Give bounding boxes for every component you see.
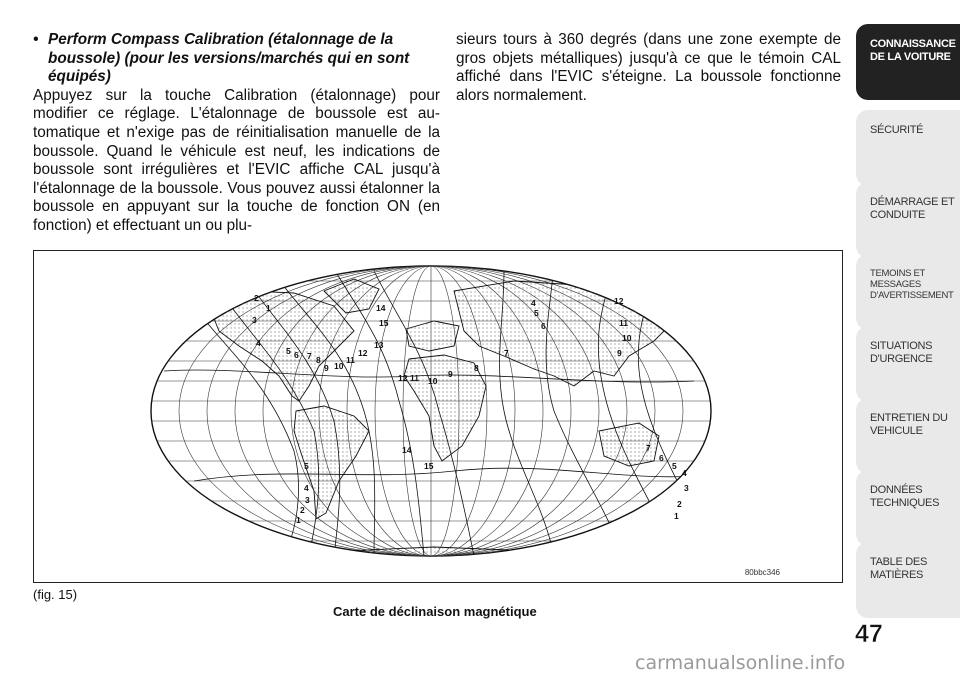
svg-text:7: 7 — [307, 351, 312, 361]
svg-text:15: 15 — [424, 461, 434, 471]
svg-text:11: 11 — [410, 373, 419, 383]
svg-text:3: 3 — [252, 315, 257, 325]
svg-text:9: 9 — [324, 363, 329, 373]
bullet-icon: • — [33, 31, 39, 48]
left-column — [33, 31, 440, 236]
svg-text:4: 4 — [256, 338, 261, 348]
svg-text:1: 1 — [266, 303, 271, 313]
watermark: carmanualsonline.info — [635, 652, 846, 674]
svg-text:14: 14 — [402, 445, 412, 455]
svg-text:3: 3 — [684, 483, 689, 493]
svg-text:6: 6 — [659, 453, 664, 463]
svg-text:2: 2 — [300, 505, 305, 515]
svg-text:9: 9 — [617, 348, 622, 358]
svg-text:9: 9 — [448, 369, 453, 379]
tab-table-des-matieres[interactable]: TABLE DES MATIÈRES — [856, 542, 960, 618]
figure-code: 80bbc346 — [744, 568, 780, 577]
figure-reference: (fig. 15) — [33, 587, 78, 602]
svg-text:12: 12 — [614, 296, 624, 306]
svg-text:15: 15 — [379, 318, 389, 328]
svg-text:11: 11 — [619, 318, 628, 328]
svg-text:6: 6 — [294, 350, 299, 360]
right-column — [456, 31, 841, 105]
svg-text:10: 10 — [428, 376, 438, 386]
tab-temoins-et-messages[interactable]: TEMOINS ET MESSAGES D'AVERTISSEMENT — [856, 254, 960, 330]
svg-text:5: 5 — [672, 461, 677, 471]
svg-text:4: 4 — [682, 468, 687, 478]
svg-text:14: 14 — [376, 303, 386, 313]
svg-text:12: 12 — [358, 348, 368, 358]
svg-text:11: 11 — [346, 355, 355, 365]
svg-text:10: 10 — [622, 333, 632, 343]
bullet-heading — [33, 31, 440, 87]
svg-text:2: 2 — [254, 293, 259, 303]
svg-text:13: 13 — [374, 340, 384, 350]
right-paragraph: sieurs tours à 360 degrés (dans une zone exempte de gros objets métalliques) jusqu'à ce que le témoin CAL affiché dans l'EVIC s'éteigne. La boussole fonctionne alors normalement. — [456, 31, 841, 104]
svg-text:8: 8 — [316, 355, 321, 365]
svg-text:4: 4 — [304, 483, 309, 493]
bullet-title: Perform Compass Calibration (étalonnage de la boussole) (pour les versions/marchés qui en sont équipés) — [48, 31, 410, 86]
svg-text:4: 4 — [531, 298, 536, 308]
tab-demarrage-et-conduite[interactable]: DÉMARRAGE ET CONDUITE — [856, 182, 960, 258]
svg-text:10: 10 — [334, 361, 344, 371]
svg-text:7: 7 — [646, 443, 651, 453]
tab-connaissance-de-la-voiture[interactable]: CONNAISSANCE DE LA VOITURE — [856, 24, 960, 100]
page-number: 47 — [855, 620, 883, 648]
tab-situations-durgence[interactable]: SITUATIONS D'URGENCE — [856, 326, 960, 402]
tab-donnees-techniques[interactable]: DONNÉES TECHNIQUES — [856, 470, 960, 546]
tab-entretien-du-vehicule[interactable]: ENTRETIEN DU VEHICULE — [856, 398, 960, 474]
svg-text:5: 5 — [304, 461, 309, 471]
tab-securite[interactable]: SÉCURITÉ — [856, 110, 960, 186]
svg-text:8: 8 — [474, 363, 479, 373]
svg-text:6: 6 — [541, 321, 546, 331]
svg-text:12: 12 — [398, 373, 408, 383]
world-map-illustration — [34, 251, 842, 582]
left-paragraph: Appuyez sur la touche Calibration (étalonnage) pour modifier ce réglage. L'étalonnage de boussole est au-tomatique et n'exige pas de réinitialisation manuelle de la boussole. Quand le véhicule est neuf, les indications de boussole sont irrégulières et l'EVIC affiche CAL jusqu'à l'étalonnage de la boussole. Vous pouvez aussi étalonner la boussole en appuyant sur la touche de fonction ON (en fonction) et effectuant un ou plu- — [33, 86, 440, 234]
svg-text:5: 5 — [534, 308, 539, 318]
svg-text:2: 2 — [677, 499, 682, 509]
svg-text:1: 1 — [296, 515, 301, 525]
declination-map-figure — [33, 250, 843, 583]
svg-text:3: 3 — [305, 495, 310, 505]
svg-text:1: 1 — [674, 511, 679, 521]
svg-text:5: 5 — [286, 346, 291, 356]
svg-text:7: 7 — [504, 348, 509, 358]
figure-caption: Carte de déclinaison magnétique — [333, 604, 537, 619]
